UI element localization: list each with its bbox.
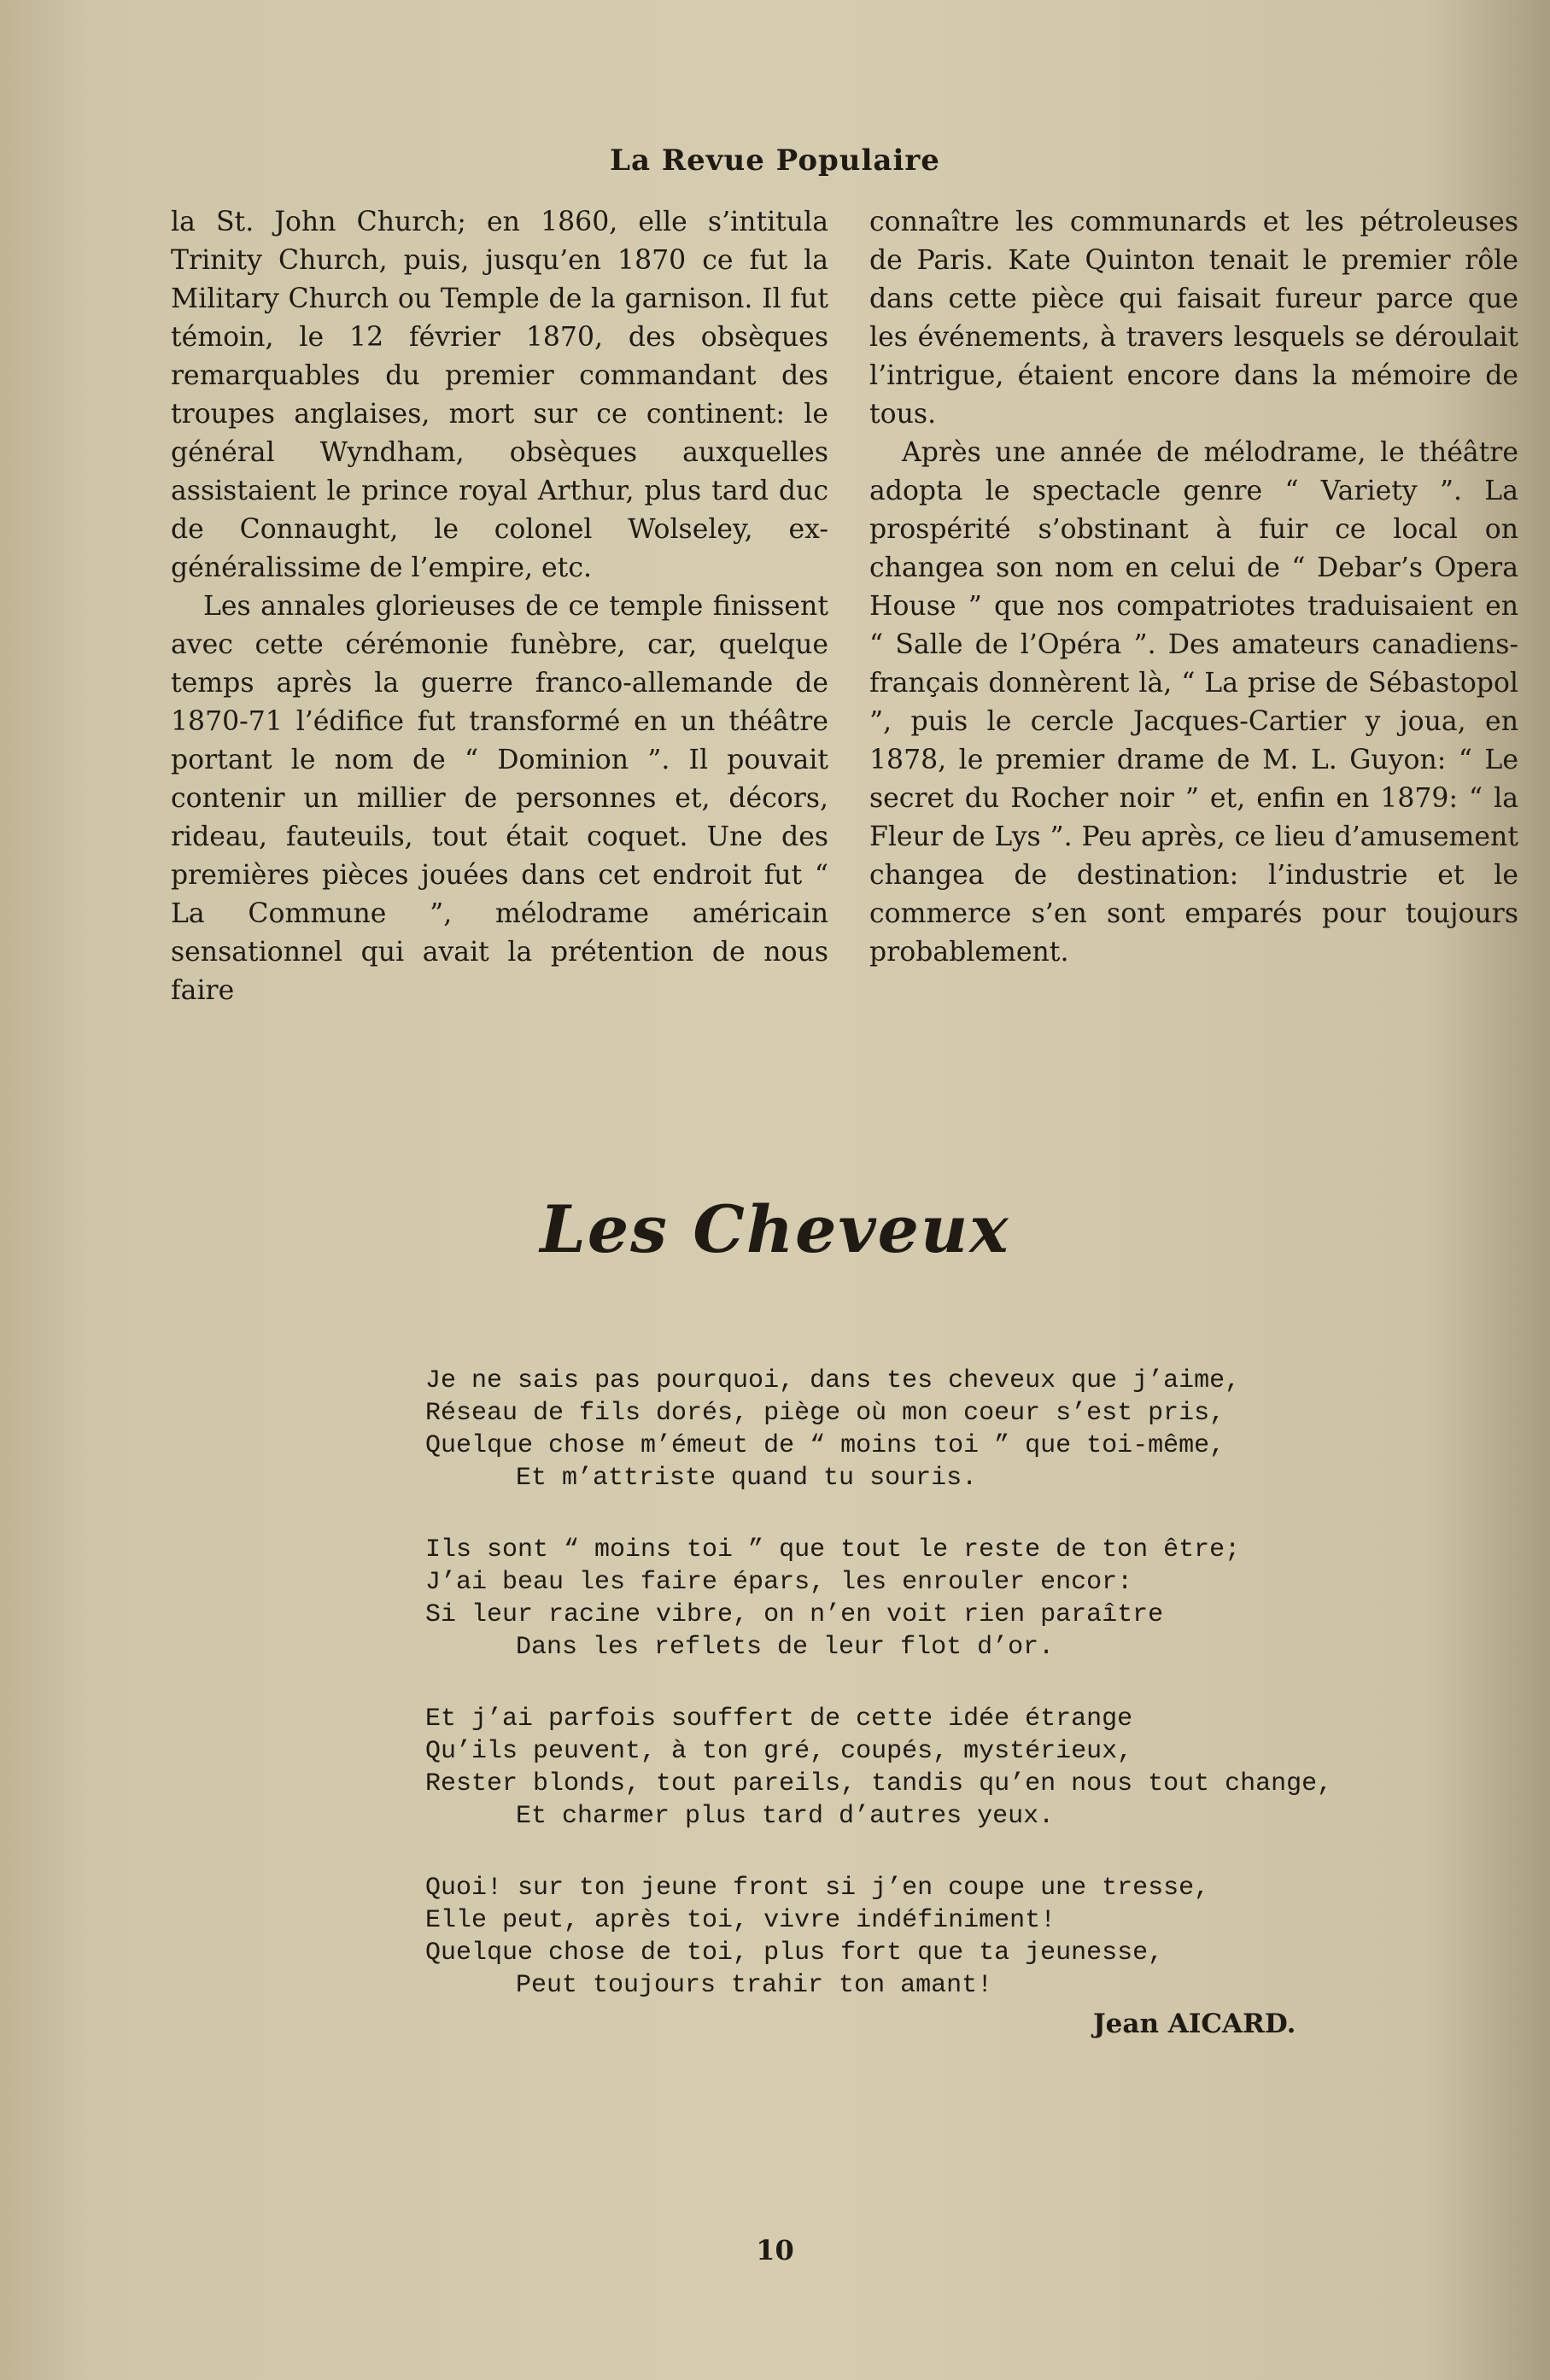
poem-line: Quelque chose m’émeut de “ moins toi ” que toi-même, [425,1431,1225,1460]
poem-stanza [425,1534,1382,1664]
poem-line: Qu’ils peuvent, à ton gré, coupés, mystérieux, [425,1737,1133,1766]
poem-title: Les Cheveux [540,1191,1010,1267]
poem-line: Et m’attriste quand tu souris. [516,1464,978,1493]
article-paragraph: Après une année de mélodrame, le théâtre adopta le spectacle genre “ Variety ”. La prospérité s’obstinant à fuir ce local on changea son nom en celui de “ Debar’s Opera House ” que nos compatriotes traduisaient en “ Salle de l’Opéra ”. Des amateurs canadiens-français donnèrent là, “ La prise de Sébastopol ”, puis le cercle Jacques-Cartier y joua, en 1878, le premier drame de M. L. Guyon: “ Le secret du Rocher noir ” et, enfin en 1879: “ la Fleur de Lys ”. Peu après, ce lieu d’amusement changea de destination: l’industrie et le commerce s’en sont emparés pour toujours probablement. [869,437,1518,968]
poem-line: Quoi! sur ton jeune front si j’en coupe une tresse, [425,1874,1210,1903]
poem-stanza [425,1703,1382,1833]
poem-line: Quelque chose de toi, plus fort que ta jeunesse, [425,1939,1164,1968]
poem-author: Jean AICARD. [1093,2009,1296,2039]
poem-line: Et charmer plus tard d’autres yeux. [516,1802,1055,1831]
poem-line: Réseau de fils dorés, piège où mon coeur s’est pris, [425,1399,1225,1428]
poem-stanza [425,1872,1382,2002]
poem-line: Je ne sais pas pourquoi, dans tes cheveux que j’aime, [425,1366,1241,1395]
article-paragraph: connaître les communards et les pétroleuses de Paris. Kate Quinton tenait le premier rôle dans cette pièce qui faisait fureur parce que les événements, à travers lesquels se déroulait l’intrigue, étaient encore dans la mémoire de tous. [869,207,1518,430]
poem-body [425,1365,1382,2041]
poem-line: Et j’ai parfois souffert de cette idée étrange [425,1705,1133,1734]
poem-line: Ils sont “ moins toi ” que tout le reste de ton être; [425,1535,1241,1564]
poem-stanza [425,1365,1382,1494]
poem-line: Si leur racine vibre, on n’en voit rien paraître [425,1600,1164,1629]
article-paragraph: la St. John Church; en 1860, elle s’intitula Trinity Church, puis, jusqu’en 1870 ce fut la Military Church ou Temple de la garnison. Il fut témoin, le 12 février 1870, des obsèques remarquables du premier commandant des troupes anglaises, mort sur ce continent: le général Wyndham, obsèques auxquelles assistaient le prince royal Arthur, plus tard duc de Connaught, le colonel Wolseley, ex-généralissime de l’empire, etc. [171,207,828,583]
article-paragraph: Les annales glorieuses de ce temple finissent avec cette cérémonie funèbre, car, quelque temps après la guerre franco-allemande de 1870-71 l’édifice fut transformé en un théâtre portant le nom de “ Dominion ”. Il pouvait contenir un millier de personnes et, décors, rideau, fauteuils, tout était coquet. Une des premières pièces jouées dans cet endroit fut “ La Commune ”, mélodrame américain sensationnel qui avait la prétention de nous faire [171,591,828,1006]
page-number: 10 [756,2234,794,2266]
article-left-column [171,203,828,1010]
poem-line: Peut toujours trahir ton amant! [516,1971,993,2000]
article-right-column [869,203,1518,972]
poem-line: Rester blonds, tout pareils, tandis qu’en nous tout change, [425,1769,1333,1798]
poem-line: Elle peut, après toi, vivre indéfiniment! [425,1906,1056,1935]
poem-line: Dans les reflets de leur flot d’or. [516,1633,1055,1662]
running-head: La Revue Populaire [610,143,940,178]
poem-line: J’ai beau les faire épars, les enrouler encor: [425,1568,1133,1597]
